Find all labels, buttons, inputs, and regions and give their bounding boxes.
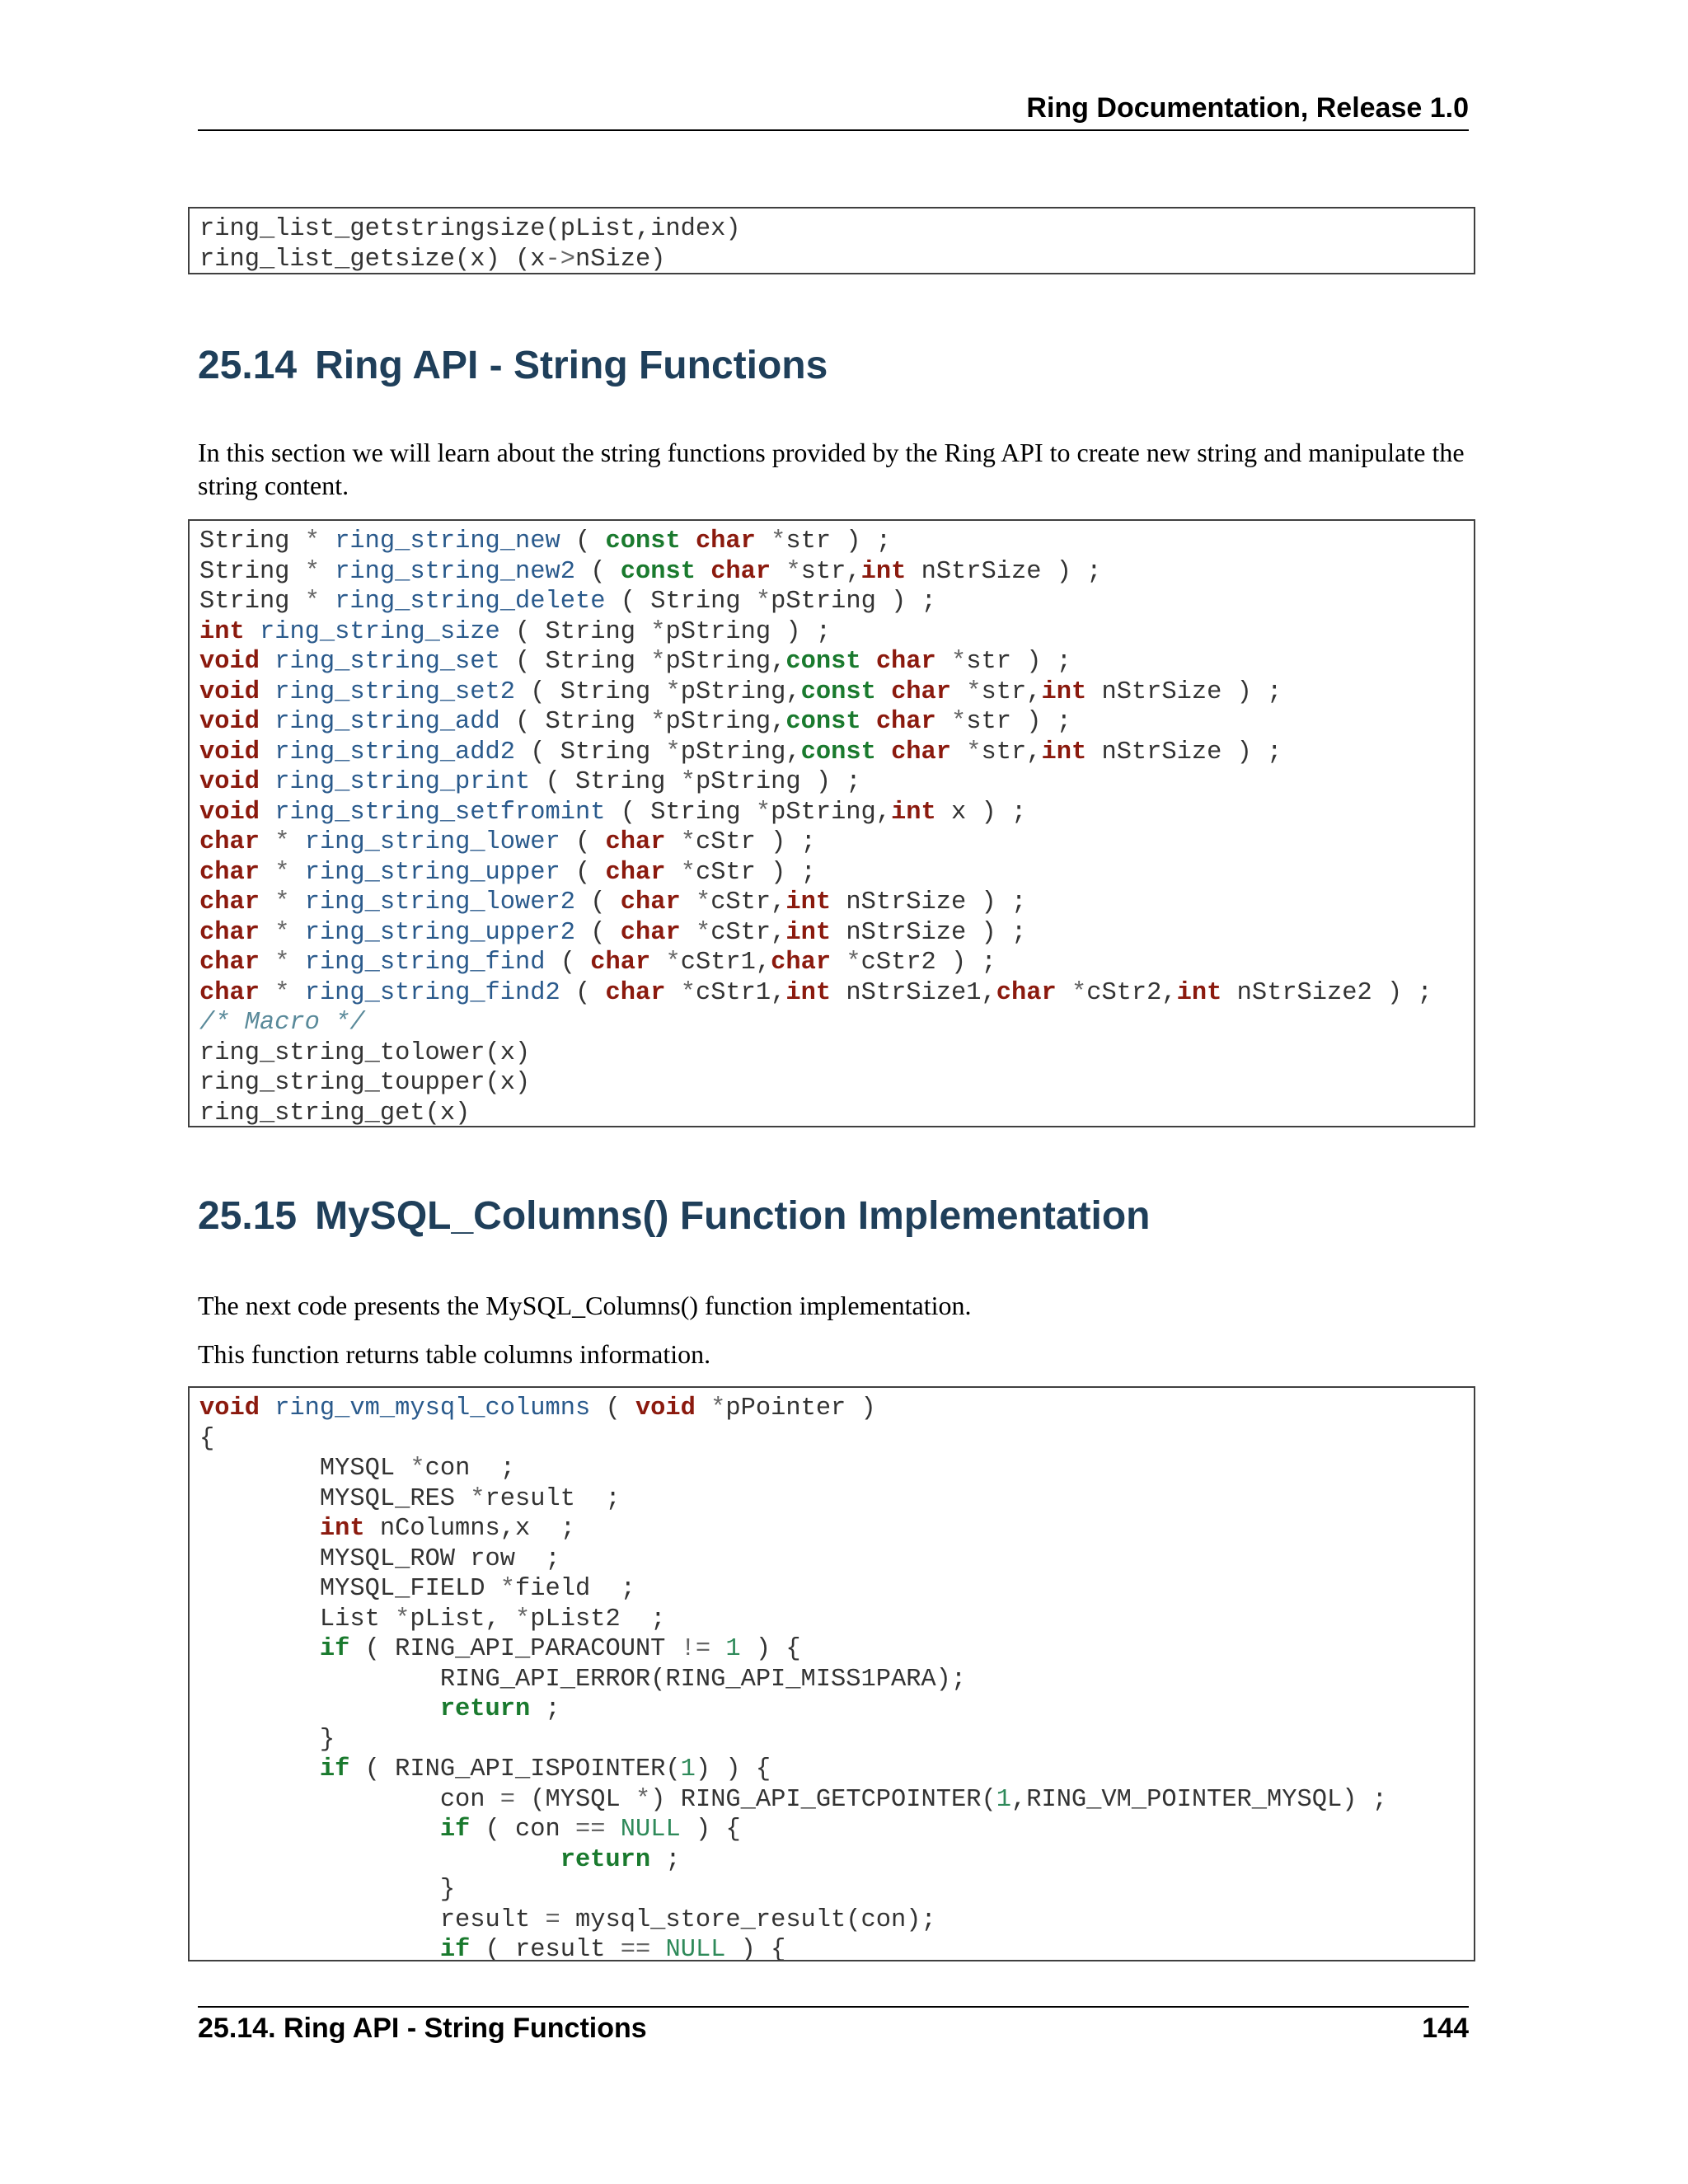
code-line: char * ring_string_upper2 ( char *cStr,int nStrSize ) ; <box>199 918 1027 947</box>
code-line: char * ring_string_upper ( char *cStr ) ; <box>199 858 816 887</box>
code-line: ring_list_getstringsize(pList,index) <box>199 215 741 243</box>
footer-rule <box>198 2006 1469 2008</box>
section-heading-25-15 <box>198 1193 1150 1239</box>
section-number: 25.14 <box>198 344 298 387</box>
code-line: { <box>199 1424 215 1453</box>
code-line: char * ring_string_find2 ( char *cStr1,int nStrSize1,char *cStr2,int nStrSize2 ) ; <box>199 978 1432 1007</box>
code-line: MYSQL_ROW row ; <box>319 1544 560 1573</box>
code-line: String * ring_string_new ( const char *str ) ; <box>199 527 892 555</box>
code-line: ring_string_get(x) <box>199 1099 471 1127</box>
section-title: MySQL_Columns() Function Implementation <box>315 1194 1151 1238</box>
code-line: MYSQL_FIELD *field ; <box>319 1575 635 1603</box>
code-line: void ring_string_add ( String *pString,const char *str ) ; <box>199 708 1071 736</box>
code-line: void ring_string_set ( String *pString,const char *str ) ; <box>199 648 1071 676</box>
code-line: } <box>439 1876 456 1904</box>
code-block-mysql-columns <box>188 1386 1475 1961</box>
code-listing <box>199 214 1464 274</box>
code-line: ring_string_toupper(x) <box>199 1069 531 1097</box>
code-line: if ( RING_API_ISPOINTER(1) ) { <box>319 1755 771 1783</box>
code-line: void ring_string_add2 ( String *pString,const char *str,int nStrSize ) ; <box>199 738 1282 766</box>
code-line: MYSQL *con ; <box>319 1455 516 1483</box>
code-line: void ring_string_setfromint ( String *pString,int x ) ; <box>199 798 1027 827</box>
code-line: int ring_string_size ( String *pString ) ; <box>199 617 832 646</box>
code-listing <box>199 1394 1464 1961</box>
code-listing <box>199 527 1464 1127</box>
code-line: MYSQL_RES *result ; <box>319 1484 621 1513</box>
code-line: RING_API_ERROR(RING_API_MISS1PARA); <box>439 1665 967 1694</box>
section-heading-25-14 <box>198 343 828 388</box>
section-title: Ring API - String Functions <box>315 344 828 387</box>
paragraph-intro: The next code presents the MySQL_Columns() function implementation. <box>198 1291 972 1320</box>
code-line: } <box>319 1725 335 1754</box>
code-line: char * ring_string_lower2 ( char *cStr,int nStrSize ) ; <box>199 888 1027 916</box>
code-line: ring_string_tolower(x) <box>199 1038 531 1067</box>
code-line: return ; <box>560 1845 681 1874</box>
code-line: char * ring_string_find ( char *cStr1,char *cStr2 ) ; <box>199 949 996 977</box>
page-number: 144 <box>1422 2013 1469 2044</box>
code-line: char * ring_string_lower ( char *cStr ) ; <box>199 828 816 856</box>
code-line: int nColumns,x ; <box>319 1515 576 1543</box>
code-line: con = (MYSQL *) RING_API_GETCPOINTER(1,RING_VM_POINTER_MYSQL) ; <box>439 1785 1387 1814</box>
code-line: void ring_string_set2 ( String *pString,const char *str,int nStrSize ) ; <box>199 677 1282 706</box>
code-line: if ( con == NULL ) { <box>439 1816 741 1844</box>
code-block-list-functions <box>188 207 1475 274</box>
code-line: /* Macro */ <box>199 1009 365 1037</box>
code-line: if ( result == NULL ) { <box>439 1936 786 1961</box>
paragraph-description: This function returns table columns information. <box>198 1339 711 1369</box>
code-line: String * ring_string_delete ( String *pString ) ; <box>199 588 936 616</box>
code-line: String * ring_string_new2 ( const char *str,int nStrSize ) ; <box>199 557 1102 586</box>
code-line: if ( RING_API_PARACOUNT != 1 ) { <box>319 1635 801 1663</box>
code-block-string-functions <box>188 519 1475 1127</box>
footer-section-title: 25.14. Ring API - String Functions <box>198 2013 647 2044</box>
header-rule <box>198 129 1469 131</box>
code-line: return ; <box>439 1695 560 1723</box>
section-number: 25.15 <box>198 1194 298 1238</box>
code-line: List *pList, *pList2 ; <box>319 1605 666 1633</box>
running-header: Ring Documentation, Release 1.0 <box>1026 92 1469 124</box>
section-intro-paragraph: In this section we will learn about the string functions provided by the Ring API to create new string and manipulate the string content. <box>198 438 1465 500</box>
code-line: ring_list_getsize(x) (x->nSize) <box>199 245 666 274</box>
code-line: result = mysql_store_result(con); <box>439 1905 936 1934</box>
code-line: void ring_vm_mysql_columns ( void *pPointer ) <box>199 1394 876 1422</box>
code-line: void ring_string_print ( String *pString ) ; <box>199 768 861 796</box>
